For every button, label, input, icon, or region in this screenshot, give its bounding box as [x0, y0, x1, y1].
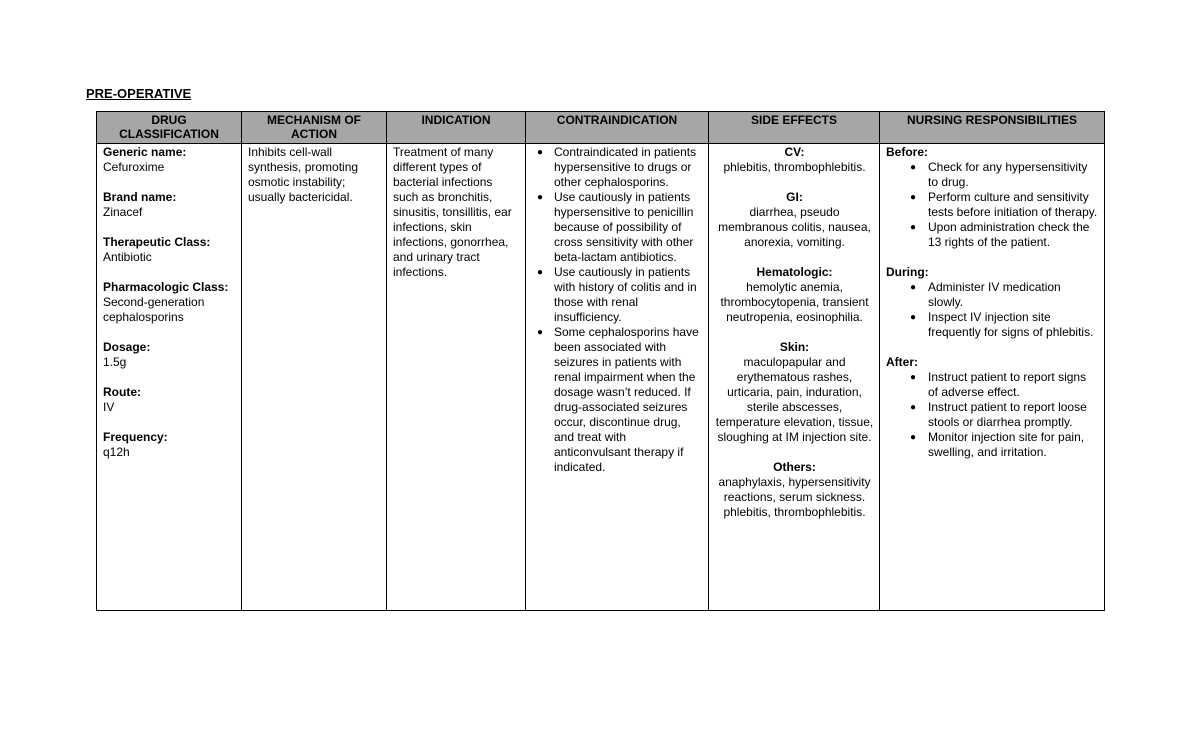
- bullet-icon: ●: [537, 147, 544, 158]
- bullet-icon: ●: [910, 372, 917, 383]
- after-label: After:: [886, 355, 918, 369]
- list-item: ● Upon administration check the 13 rights of the patient.: [910, 220, 1090, 249]
- bullet-icon: ●: [910, 222, 917, 233]
- route-label: Route:: [103, 385, 141, 399]
- side-effects-cell: [709, 144, 880, 611]
- list-item: ● Administer IV medication slowly.: [910, 280, 1061, 309]
- dosage-value: 1.5g: [103, 355, 127, 369]
- frequency-label: Frequency:: [103, 430, 168, 444]
- list-item: ● Use cautiously in patients with history of colitis and in those with renal insufficiency.: [537, 265, 697, 324]
- bullet-icon: ●: [910, 402, 917, 413]
- before-list: [886, 160, 1099, 250]
- header-side-effects: SIDE EFFECTS: [709, 112, 880, 144]
- frequency-value: q12h: [103, 445, 130, 459]
- pharmacologic-class-label: Pharmacologic Class:: [103, 280, 229, 294]
- list-item: ● Perform culture and sensitivity tests before initiation of therapy.: [910, 190, 1098, 219]
- others-label: Others:: [773, 460, 816, 474]
- header-contraindication: CONTRAINDICATION: [526, 112, 709, 144]
- mechanism-cell: [242, 144, 387, 611]
- list-item: ● Check for any hypersensitivity to drug.: [910, 160, 1088, 189]
- bullet-icon: ●: [910, 312, 917, 323]
- bullet-icon: ●: [910, 432, 917, 443]
- skin-label: Skin:: [779, 340, 810, 354]
- route-value: IV: [103, 400, 115, 414]
- header-indication: INDICATION: [387, 112, 526, 144]
- indication-cell: [387, 144, 526, 611]
- hematologic-label: Hematologic:: [756, 265, 833, 279]
- generic-name-value: Cefuroxime: [103, 160, 165, 174]
- drug-study-table: [96, 111, 1105, 611]
- page-title: PRE-OPERATIVE: [86, 86, 192, 101]
- contraindication-cell: [526, 144, 709, 611]
- list-item: ● Monitor injection site for pain, swelling, and irritation.: [910, 430, 1085, 459]
- cv-label: CV:: [784, 145, 805, 159]
- others-value: anaphylaxis, hypersensitivity reactions, serum sickness. phlebitis, thrombophlebitis.: [718, 475, 871, 519]
- header-row: [97, 112, 1105, 144]
- list-item: ● Some cephalosporins have been associated with seizures in patients with renal impairment when the dosage wasn’t reduced. If drug-associated seizures occur, discontinue drug, and treat with anticonvulsant therapy if indicated.: [537, 325, 699, 474]
- table-row: [97, 144, 1105, 611]
- before-label: Before:: [886, 145, 929, 159]
- bullet-icon: ●: [537, 327, 544, 338]
- header-drug-classification: DRUG CLASSIFICATION: [97, 112, 242, 144]
- therapeutic-class-value: Antibiotic: [103, 250, 152, 264]
- gi-value: diarrhea, pseudo membranous colitis, nausea, anorexia, vomiting.: [718, 205, 871, 249]
- list-item: ● Contraindicated in patients hypersensitive to drugs or other cephalosporins.: [537, 145, 697, 189]
- bullet-icon: ●: [537, 192, 544, 203]
- cv-value: phlebitis, thrombophlebitis.: [723, 160, 866, 174]
- classification-cell: [97, 144, 242, 611]
- generic-name-label: Generic name:: [103, 145, 187, 159]
- bullet-icon: ●: [910, 192, 917, 203]
- during-list: [886, 280, 1099, 340]
- bullet-icon: ●: [537, 267, 544, 278]
- contraindication-list: [532, 145, 703, 475]
- after-list: [886, 370, 1099, 460]
- dosage-label: Dosage:: [103, 340, 151, 354]
- header-mechanism: MECHANISM OF ACTION: [242, 112, 387, 144]
- bullet-icon: ●: [910, 282, 917, 293]
- brand-name-label: Brand name:: [103, 190, 177, 204]
- header-nursing: NURSING RESPONSIBILITIES: [880, 112, 1105, 144]
- nursing-cell: [880, 144, 1105, 611]
- pharmacologic-class-value: Second-generation cephalosporins: [103, 295, 205, 324]
- therapeutic-class-label: Therapeutic Class:: [103, 235, 211, 249]
- bullet-icon: ●: [910, 162, 917, 173]
- list-item: ● Instruct patient to report signs of adverse effect.: [910, 370, 1087, 399]
- list-item: ● Inspect IV injection site frequently for signs of phlebitis.: [910, 310, 1094, 339]
- indication-text: Treatment of many different types of bacterial infections such as bronchitis, sinusitis, tonsillitis, ear infections, skin infections, gonorrhea, and urinary tract infections.: [393, 145, 512, 279]
- gi-label: GI:: [786, 190, 803, 204]
- during-label: During:: [886, 265, 929, 279]
- hematologic-value: hemolytic anemia, thrombocytopenia, transient neutropenia, eosinophilia.: [720, 280, 869, 324]
- skin-value: maculopapular and erythematous rashes, urticaria, pain, induration, sterile abscesses, temperature elevation, tissue, sloughing at IM injection site.: [715, 355, 874, 444]
- list-item: ● Use cautiously in patients hypersensitive to penicillin because of possibility of cross sensitivity with other beta-lactam antibiotics.: [537, 190, 694, 264]
- list-item: ● Instruct patient to report loose stools or diarrhea promptly.: [910, 400, 1087, 429]
- brand-name-value: Zinacef: [103, 205, 143, 219]
- mechanism-text: Inhibits cell-wall synthesis, promoting osmotic instability; usually bactericidal.: [248, 145, 359, 204]
